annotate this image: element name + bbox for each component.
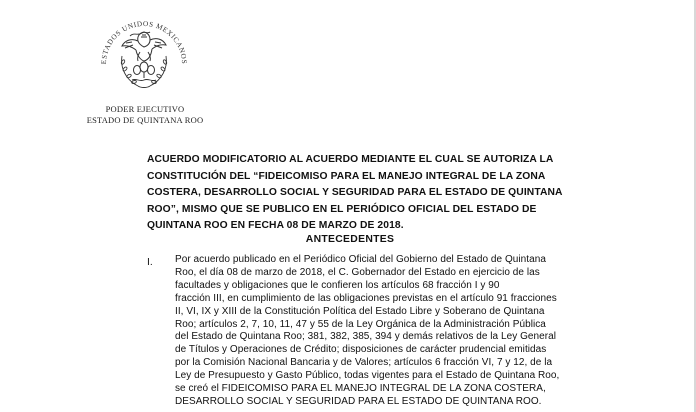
paragraph-line: de Títulos y Operaciones de Crédito; disposiciones de carácter prudencial emitidas [175,344,547,356]
paragraph-line: fracción III, en cumplimiento de las obligaciones previstas en el artículo 91 fracciones [175,292,557,304]
title-line: QUINTANA ROO EN FECHA 08 DE MARZO DE 2018. [147,220,404,232]
paragraph-line: facultades y obligaciones que le confieren los artículos 68 fracción I y 90 [175,279,500,291]
title-line: COSTERA, DESARROLLO SOCIAL Y SEGURIDAD PARA EL ESTADO DE QUINTANA [147,187,563,199]
title-line: ROO”, MISMO QUE SE PUBLICO EN EL PERIÓDICO OFICIAL DEL ESTADO DE [147,203,537,215]
issuing-authority-line: ESTADO DE QUINTANA ROO [86,115,204,125]
paragraph-line: del Estado de Quintana Roo; 381, 382, 385, 394 y demás relativos de la Ley General [175,331,557,343]
paragraph-line: Roo, el día 08 de marzo de 2018, el C. Gobernador del Estado en ejercicio de las [175,266,540,278]
paragraph-line: se creó el FIDEICOMISO PARA EL MANEJO INTEGRAL DE LA ZONA COSTERA, [175,383,546,395]
paragraph-line: Ley de Presupuesto y Gasto Público, todas vigentes para el Estado de Quintana Roo, [175,370,560,382]
section-heading: ANTECEDENTES [305,234,395,245]
coat-of-arms-seal-icon [92,6,196,104]
svg-text:ESTADOS UNIDOS MEXICANOS [100,20,188,65]
issuing-authority-line: PODER EJECUTIVO [105,104,185,114]
document-title [147,152,579,235]
title-line: CONSTITUCIÓN DEL “FIDEICOMISO PARA EL MANEJO INTEGRAL DE LA ZONA [147,170,546,182]
title-line: ACUERDO MODIFICATORIO AL ACUERDO MEDIANTE EL CUAL SE AUTORIZA LA [147,154,554,165]
paragraph-line: Por acuerdo publicado en el Periódico Oficial del Gobierno del Estado de Quintana [175,254,546,265]
issuing-authority [56,104,234,126]
paragraph-marker: I. [147,257,153,268]
paragraph-body [175,254,581,409]
seal-text: ESTADOS UNIDOS MEXICANOS [99,19,189,65]
paragraph-line: II, VI, IX y XIII de la Constitución Política del Estado Libre y Soberano de Quintana [175,305,545,317]
paragraph-line: DESARROLLO SOCIAL Y SEGURIDAD PARA EL ESTADO DE QUINTANA ROO. [175,395,542,407]
paragraph-line: Roo; artículos 2, 7, 10, 11, 47 y 55 de la Ley Orgánica de la Administración Pública [175,318,546,330]
paragraph-line: por la Comisión Nacional Bancaria y de Valores; artículos 6 fracción VI, 7 y 12, de la [175,357,553,369]
